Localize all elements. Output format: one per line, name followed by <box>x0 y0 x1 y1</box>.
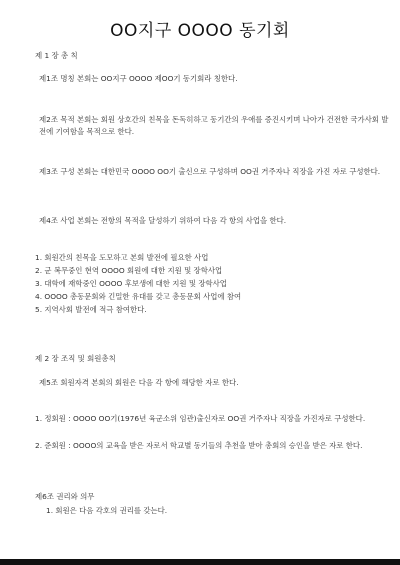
project-item-5: 5. 지역사회 발전에 적극 참여한다. <box>35 305 147 314</box>
article-5: 제5조 회원자격 본회의 회원은 다음 각 항에 해당한 자로 한다. <box>39 378 239 387</box>
project-item-3: 3. 대학에 재학중인 OOOO 후보생에 대한 지원 및 장학사업 <box>35 279 227 288</box>
article-2: 제2조 목적 본회는 회원 상호간의 친목을 돈독히하고 동기간의 우애를 증진시키며 나아가 건전한 국가사회 발전에 기여함을 목적으로 한다. <box>39 115 389 136</box>
chapter-1-heading: 제 1 장 총 칙 <box>35 51 78 60</box>
article-3: 제3조 구성 본회는 대한민국 OOOO OO기 출신으로 구성하며 OO권 거주자나 직장을 가진 자로 구성한다. <box>39 167 381 176</box>
chapter-2-heading: 제 2 장 조직 및 회원총칙 <box>35 354 116 363</box>
project-item-2: 2. 군 복무중인 현역 OOOO 회원에 대한 지원 및 장학사업 <box>35 266 223 275</box>
project-item-1: 1. 회원간의 친목을 도모하고 본회 발전에 필요한 사업 <box>35 253 209 262</box>
page-bottom-border <box>0 559 400 565</box>
membership-item-2: 2. 준회원 : OOOO의 교육을 받은 자로서 학교별 동기들의 추천을 받아 총회의 승인을 받은 자로 한다. <box>35 441 363 450</box>
membership-item-1: 1. 정회원 : OOOO OO기(1976년 육군소위 임관)출신자로 OO권 거주자나 직장을 가진자로 구성한다. <box>35 414 366 423</box>
article-1: 제1조 명칭 본회는 OO지구 OOOO 제OO기 동기회라 칭한다. <box>39 74 238 83</box>
project-item-4: 4. OOOO 총동문회와 긴밀한 유대를 갖고 총동문회 사업에 참여 <box>35 292 242 301</box>
rights-item-1: 1. 회원은 다음 각호의 권리를 갖는다. <box>46 506 168 515</box>
document-title: OO지구 OOOO 동기회 <box>110 21 290 41</box>
article-6: 제6조 권리와 의무 <box>35 492 95 501</box>
article-4: 제4조 사업 본회는 전항의 목적을 달성하기 위하여 다음 각 항의 사업을 한다. <box>39 216 287 225</box>
